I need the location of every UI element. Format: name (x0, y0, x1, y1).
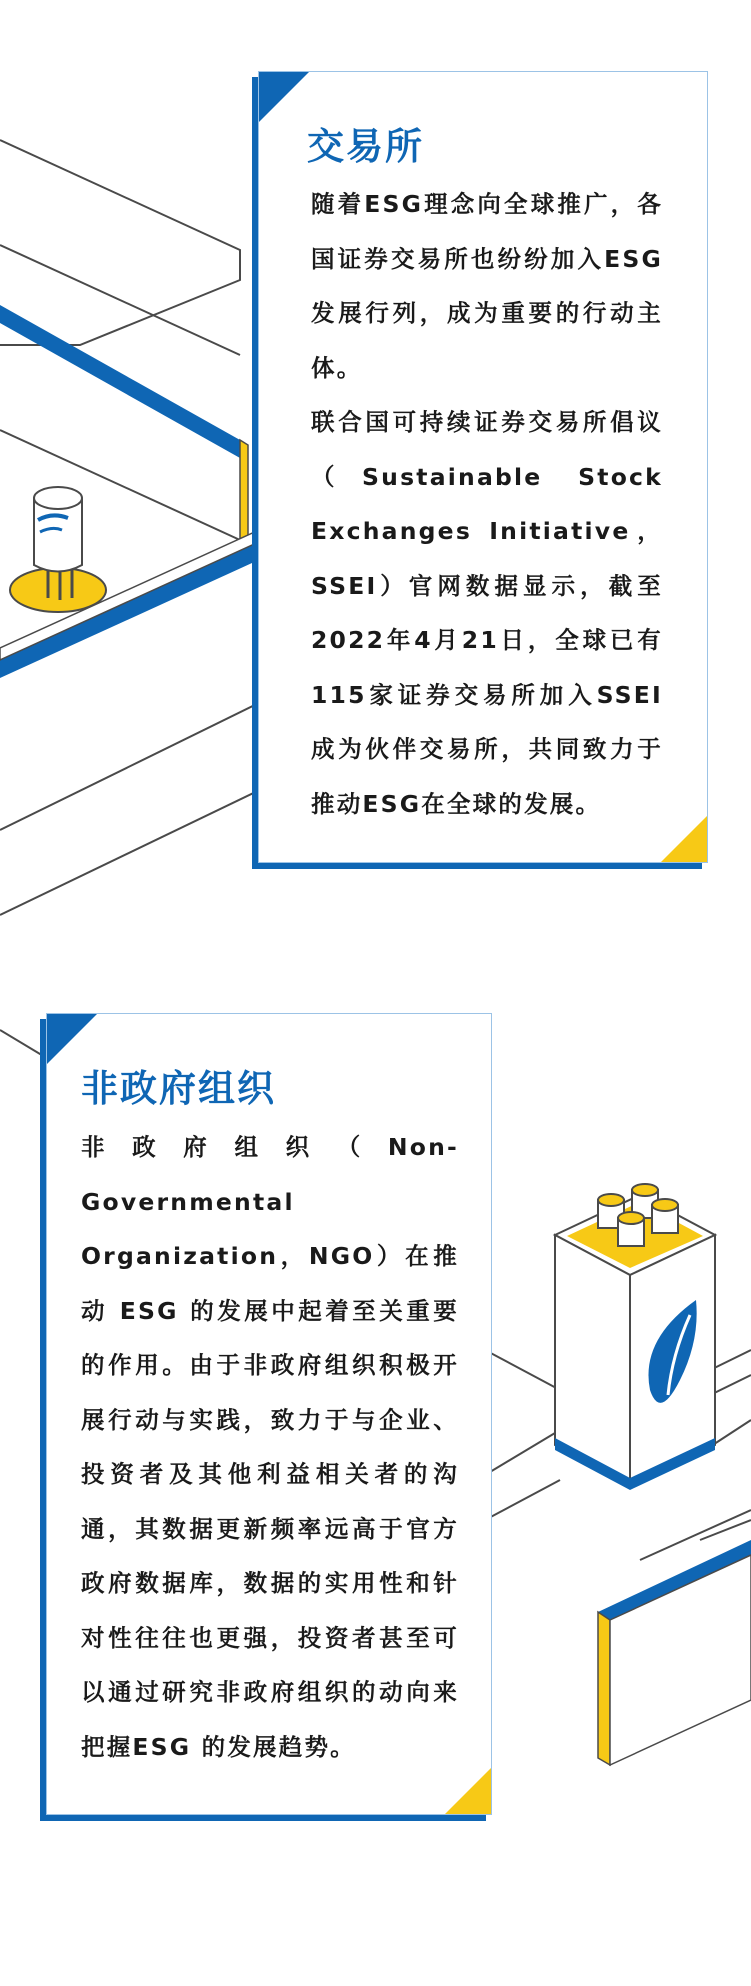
exchange-title: 交易所 (307, 125, 424, 168)
capacitor-icon (10, 487, 106, 612)
ngo-title: 非政府组织 (81, 1067, 276, 1110)
exchange-paragraph-1: 随着ESG理念向全球推广，各国证券交易所也纷纷加入ESG发展行列，成为重要的行动主体。 (311, 190, 663, 382)
ngo-body (81, 1120, 459, 1774)
card-face (258, 71, 708, 863)
ngo-paragraph-1: 非政府组织（Non-Governmental Organization，NGO）在推动 ESG 的发展中起着至关重要的作用。由于非政府组织积极开展行动与实践，致力于与企业、投资者及其他利益相关者的沟通，其数据更新频率远高于官方政府数据库，数据的实用性和针对性往往也更强，投资者甚至可以通过研究非政府组织的动向来把握ESG 的发展趋势。 (81, 1133, 459, 1761)
panel-bottom-right (598, 1540, 751, 1765)
card-face (46, 1013, 492, 1815)
corner-accent-yellow (659, 814, 708, 863)
ngo-card (46, 1013, 492, 1815)
exchange-paragraph-2: 联合国可持续证券交易所倡议（Sustainable Stock Exchanges Initiative，SSEI）官网数据显示，截至2022年4月21日，全球已有115家证券交易所加入SSEI成为伙伴交易所，共同致力于推动ESG在全球的发展。 (311, 408, 663, 818)
exchange-body (311, 177, 663, 831)
corner-accent-blue (258, 71, 311, 124)
exchange-card (258, 71, 708, 863)
